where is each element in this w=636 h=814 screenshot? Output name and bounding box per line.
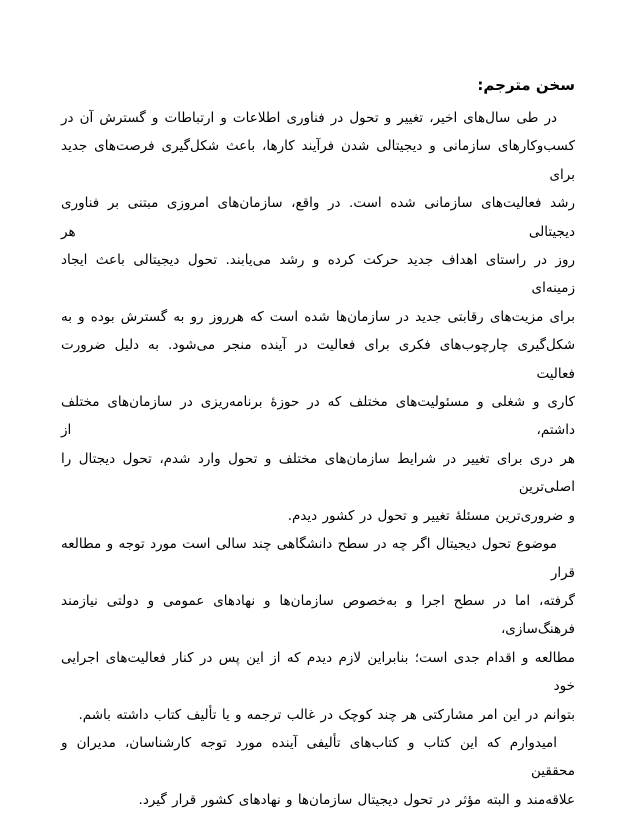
text-line: شکل‌گیری چارچوب‌های فکری برای فعالیت در آینده منجر می‌شود. به دلیل ضرورت فعالیت <box>61 337 575 382</box>
text-line: گرفته، اما در سطح اجرا و به‌خصوص سازمان‌ها و نهادهای عمومی و دولتی نیازمند فرهنگ‌سازی، <box>61 592 575 638</box>
text-line: موضوع تحول دیجیتال اگر چه در سطح دانشگاهی چند سالی است مورد توجه و مطالعه قرار <box>61 536 575 581</box>
text-line: کسب‌وکارهای سازمانی و دیجیتالی شدن فرآیند کارها، باعث شکل‌گیری فرصت‌های جدید برای <box>61 138 575 183</box>
text-line: مطالعه و اقدام جدی است؛ بنابراین لازم دیدم که از این پس در کنار فعالیت‌های اجرایی خود <box>61 649 575 695</box>
text-line: هر دری برای تغییر در شرایط سازمان‌های مختلف و تحول وارد شدم، تحول دیجتال را اصلی‌ترین <box>61 450 575 496</box>
text-line: روز در راستای اهداف جدید حرکت کرده و رشد می‌یابند. تحول دیجیتالی باعث ایجاد زمینه‌ای <box>61 252 575 297</box>
text-line: کاری و شغلی و مسئولیت‌های مختلف که در حوزهٔ برنامه‌ریزی در سازمان‌های مختلف داشتم، از <box>61 394 575 439</box>
paragraph-3 <box>61 729 575 814</box>
text-line: علاقه‌مند و البته مؤثر در تحول دیجیتال سازمان‌ها و نهادهای کشور قرار گیرد. <box>138 791 575 808</box>
text-line: بتوانم در این امر مشارکتی هر چند کوچک در غالب ترجمه و یا تألیف کتاب داشته باشم. <box>78 706 575 723</box>
section-heading: سخن مترجم: <box>477 76 575 94</box>
text-line: و ضروری‌ترین مسئلهٔ تغییر و تحول در کشور دیدم. <box>287 507 575 524</box>
text-line: رشد فعالیت‌های سازمانی شده است. در واقع، سازمان‌های امروزی مبتنی بر فناوری دیجیتالی هر <box>61 195 575 240</box>
paragraph-2 <box>61 530 575 729</box>
text-line: در طی سال‌های اخیر، تغییر و تحول در فناوری اطلاعات و ارتباطات و گسترش آن در <box>61 110 557 126</box>
paragraph-1 <box>61 104 575 530</box>
text-line: برای مزیت‌های رقابتی جدید در سازمان‌ها شده است که هرروز رو به گسترش بوده و به <box>61 308 575 325</box>
text-line: امیدوارم که این کتاب و کتاب‌های تألیفی آینده مورد توجه کارشناسان، مدیران و محققین <box>61 734 575 780</box>
